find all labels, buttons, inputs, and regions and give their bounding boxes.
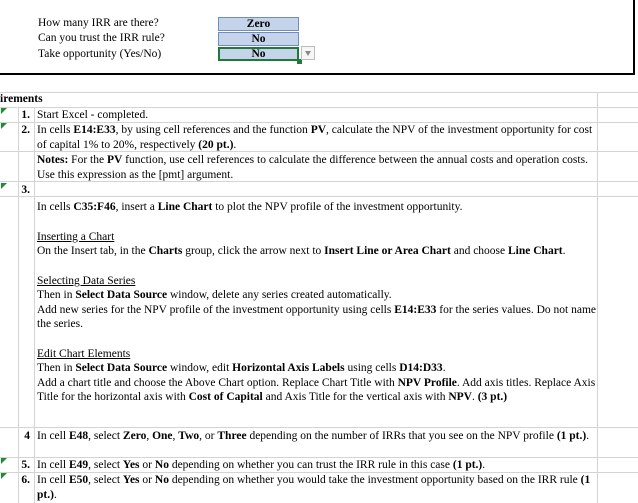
step-4-text: In cell E48, select Zero, One, Two, or Three depending on the number of IRRs that you see on the NPV profile (1 pt.). xyxy=(37,430,590,442)
step-1-text: Start Excel - completed. xyxy=(37,109,149,121)
embedded-question-panel xyxy=(0,0,635,75)
opportunity-label: Take opportunity (Yes/No) xyxy=(38,48,162,60)
irr-count-label: How many IRR are there? xyxy=(38,17,159,29)
irr-trust-cell[interactable]: No xyxy=(218,32,299,46)
section-heading: Selecting Data Series xyxy=(37,274,136,287)
grid-line xyxy=(34,107,35,503)
comment-indicator-icon xyxy=(1,473,7,479)
requirements-heading: irements xyxy=(0,93,43,105)
comment-indicator-icon xyxy=(1,183,7,189)
grid-line xyxy=(0,427,638,428)
irr-count-cell[interactable]: Zero xyxy=(218,17,299,31)
step-number: 3. xyxy=(21,184,30,196)
dropdown-arrow-icon[interactable] xyxy=(301,46,315,60)
step-3-text: In cells C35:F46, insert a Line Chart to plot the NPV profile of the investment opportunity. Inserting a Chart On the Insert tab, in the Charts group, click the arrow next to Insert Line or Area Chart and choose Line Chart. Selecting Data Series Then in Select Data Source window, delete any series created automatically. Add new series for the NPV profile of the investment opportunity using cells E14:E33 for the series values. Do not name the series. Edit Chart Elements Then in Select Data Source window, edit Horizontal Axis Labels using cells D14:D33. Add a chart title and choose the Above Chart option. Replace Chart Title with NPV Profile. Add axis titles. Replace Axis Title for the horizontal axis with Cost of Capital and Axis Title for the vertical axis with NPV. (3 pt.) xyxy=(37,201,597,403)
step-2-notes: Notes: For the PV function, use cell references to calculate the difference between the annual costs and operation costs. Use this expression as the [pmt] argument. xyxy=(37,154,588,181)
grid-line xyxy=(0,196,638,197)
comment-indicator-icon xyxy=(1,108,7,114)
comment-indicator-icon xyxy=(1,123,7,129)
irr-trust-label: Can you trust the IRR rule? xyxy=(38,32,165,44)
step-number: 2. xyxy=(21,124,30,136)
opportunity-cell[interactable]: No xyxy=(218,47,299,61)
grid-line xyxy=(0,92,638,93)
step-number: 6. xyxy=(21,474,30,486)
comment-indicator-icon xyxy=(1,458,7,464)
step-5-text: In cell E49, select Yes or No depending on whether you can trust the IRR rule in this case (1 pt.). xyxy=(37,459,486,471)
grid-line xyxy=(18,107,19,503)
section-heading: Inserting a Chart xyxy=(37,230,115,243)
step-number: 5. xyxy=(21,459,30,471)
grid-line xyxy=(597,92,598,503)
section-heading: Edit Chart Elements xyxy=(37,347,131,360)
step-2-text: In cells E14:E33, by using cell references and the function PV, calculate the NPV of the investment opportunity for cost of capital 1% to 20%, respectively (20 pt.). xyxy=(37,124,593,151)
step-6-text: In cell E50, select Yes or No depending on whether you would take the investment opportunity based on the IRR rule (1 pt.). xyxy=(37,474,591,501)
step-number: 1. xyxy=(21,109,30,121)
step-number: 4 xyxy=(24,430,30,442)
